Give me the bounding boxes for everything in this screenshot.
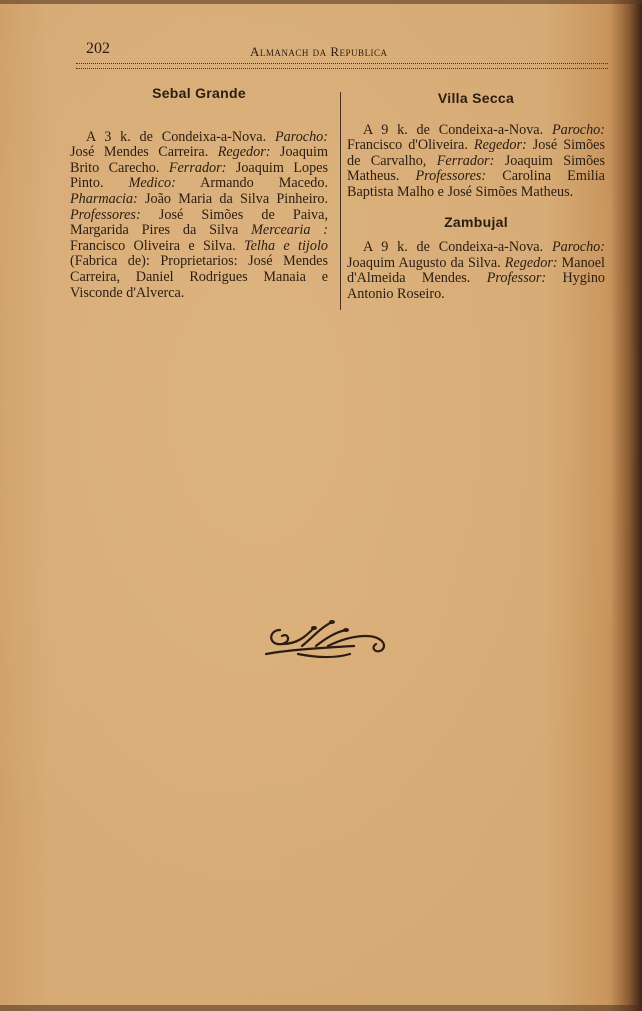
field-text: Hygino Antonio Roseiro.: [347, 270, 605, 302]
field-text: Joaquim Lopes Pinto.: [70, 159, 328, 192]
field-label: Professores:: [70, 206, 141, 223]
column-divider: [340, 92, 341, 310]
field-text: Carolina Emilia Baptista Malho e José Simões Matheus.: [347, 168, 605, 200]
entry-sebal-grande: [70, 130, 328, 302]
entry-villa-secca: [347, 123, 605, 201]
field-label: Pharmacia:: [70, 190, 138, 207]
field-label: Mercearia :: [251, 222, 328, 239]
field-text: Joaquim Simões Matheus.: [347, 152, 605, 185]
field-text: A 9 k. de Condeixa-a-Nova.: [363, 121, 552, 138]
left-column: [70, 86, 328, 301]
field-label: Telha e tijolo: [244, 237, 329, 254]
field-text: José Simões de Carvalho,: [347, 137, 606, 169]
field-label: Ferrador:: [436, 152, 495, 169]
field-label: Parocho:: [551, 121, 605, 138]
field-label: Regedor:: [217, 144, 271, 161]
page-number: 202: [86, 40, 110, 57]
field-text: João Maria da Silva Pinheiro.: [137, 190, 328, 207]
right-column: [347, 91, 605, 303]
page-top-edge: [0, 0, 642, 4]
field-label: Professores:: [415, 168, 487, 185]
field-label: Professor:: [486, 270, 547, 287]
section-heading-zambujal: Zambujal: [444, 213, 508, 230]
field-text: Francisco Oliveira e Silva.: [70, 237, 245, 254]
field-text: Francisco d'Oliveira.: [347, 137, 474, 154]
fleuron-flourish-icon: [258, 610, 398, 666]
field-text: Joaquim Augusto da Silva.: [347, 254, 505, 271]
field-text: Armando Macedo.: [175, 175, 328, 192]
field-label: Parocho:: [551, 239, 605, 256]
section-heading-villa-secca: Villa Secca: [437, 90, 515, 106]
field-text: José Simões de Paiva, Margarida Pires da Silva: [70, 206, 328, 239]
field-text: A 3 k. de Condeixa-a-Nova.: [86, 128, 275, 145]
field-label: Regedor:: [504, 254, 558, 271]
field-label: Ferrador:: [168, 159, 227, 176]
field-label: Regedor:: [473, 137, 527, 154]
section-heading-sebal-grande: Sebal Grande: [152, 85, 246, 101]
page-bottom-edge: [0, 1005, 642, 1011]
field-text: José Mendes Carreira.: [70, 144, 218, 161]
field-text: Manoel d'Almeida Mendes.: [347, 254, 605, 287]
entry-zambujal: [347, 240, 605, 302]
field-label: Medico:: [128, 175, 176, 192]
running-title: Almanach da Republica: [250, 44, 388, 59]
field-text: Joaquim Brito Carecho.: [70, 144, 328, 176]
header-rule: [76, 63, 608, 69]
field-text: (Fabrica de): Proprietarios: José Mendes Carreira, Daniel Rodrigues Manaia e Visconde d'Alverca.: [70, 253, 328, 301]
field-label: Parocho:: [274, 128, 328, 145]
field-text: A 9 k. de Condeixa-a-Nova.: [363, 239, 552, 256]
